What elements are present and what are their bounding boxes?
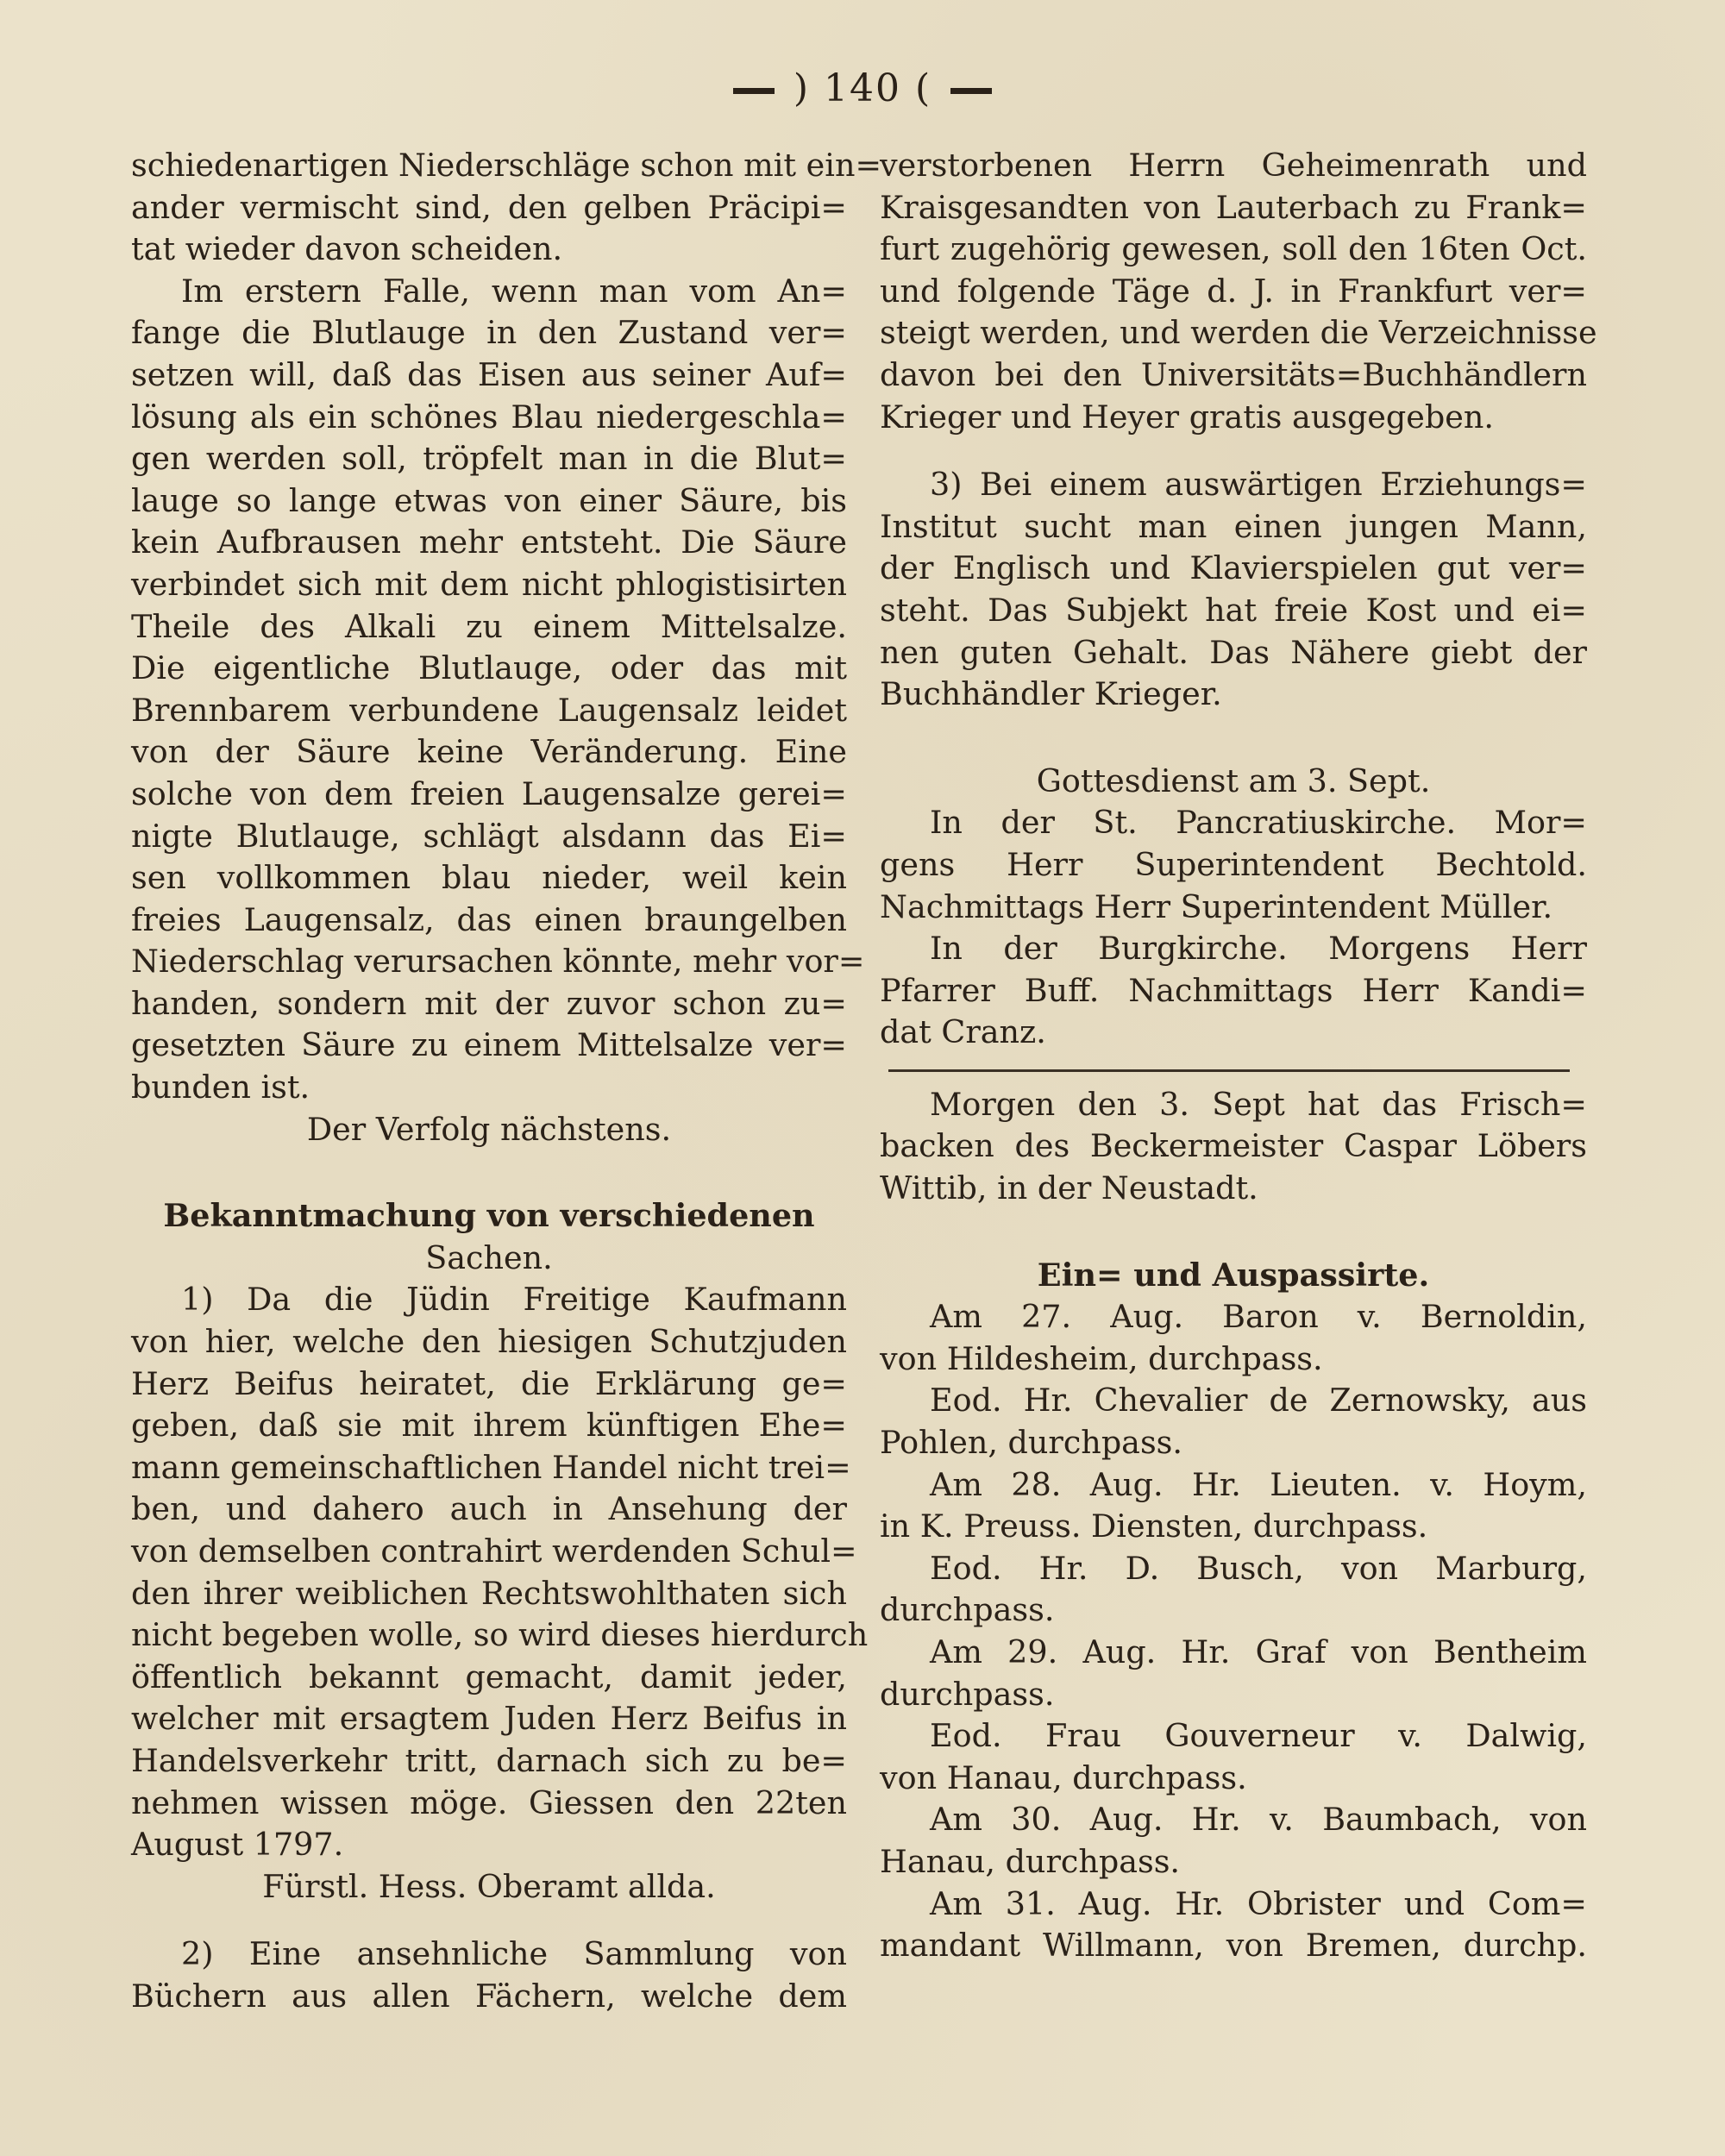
text-line: gens Herr Superintendent Bechtold. [880, 845, 1587, 883]
text-line: durchpass. [880, 1675, 1055, 1713]
text-line: Hanau, durchpass. [880, 1842, 1181, 1880]
text-line: 2) Eine ansehnliche Sammlung von [181, 1935, 847, 1973]
text-line: Theile des Alkali zu einem Mittelsalze. [131, 607, 847, 645]
page-header [0, 59, 1725, 119]
paragraph-gap [131, 1150, 847, 1195]
header-right-rule [950, 88, 992, 94]
text-line: verstorbenen Herrn Geheimenrath und [880, 147, 1587, 184]
text-line: furt zugehörig gewesen, soll den 16ten Oct. [880, 230, 1587, 268]
text-line: in K. Preuss. Diensten, durchpass. [880, 1507, 1428, 1545]
text-line: 1) Da die Jüdin Freitige Kaufmann [181, 1281, 847, 1319]
text-line: von demselben contrahirt werdenden Schul= [131, 1532, 857, 1570]
text-line: Wittib, in der Neustadt. [880, 1169, 1258, 1207]
text-line: nigte Blutlauge, schlägt alsdann das Ei= [131, 817, 847, 855]
text-line: tat wieder davon scheiden. [131, 230, 563, 268]
text-line: und folgende Täge d. J. in Frankfurt ver= [880, 272, 1587, 310]
text-line: In der Burgkirche. Morgens Herr [930, 930, 1587, 968]
text-line: steht. Das Subjekt hat freie Kost und ei= [880, 591, 1587, 629]
text-line: von der Säure keine Veränderung. Eine [131, 733, 847, 771]
text-line: 3) Bei einem auswärtigen Erziehungs= [930, 466, 1587, 504]
text-line: fange die Blutlauge in den Zustand ver= [131, 314, 847, 352]
text-line: ander vermischt sind, den gelben Präcipi= [131, 188, 847, 226]
page-number: ) 140 ( [793, 66, 932, 110]
text-line: nicht begeben wolle, so wird dieses hierdurch [131, 1616, 869, 1654]
text-line: August 1797. [131, 1826, 344, 1864]
text-line: setzen will, daß das Eisen aus seiner Auf= [131, 355, 847, 393]
text-line: freies Laugensalz, das einen braungelben [131, 900, 847, 938]
text-line: nen guten Gehalt. Das Nähere giebt der [880, 633, 1587, 671]
section-heading: Der Verfolg nächstens. [306, 1110, 672, 1148]
text-line: lauge so lange etwas von einer Säure, bis [131, 481, 847, 519]
text-line: mandant Willmann, von Bremen, durchp. [880, 1927, 1587, 1965]
text-line: davon bei den Universitäts=Buchhändlern [880, 355, 1587, 393]
header-left-rule [733, 88, 775, 94]
text-line: Am 30. Aug. Hr. v. Baumbach, von [930, 1801, 1587, 1839]
text-line: Eod. Hr. D. Busch, von Marburg, [930, 1549, 1587, 1587]
text-line: Niederschlag verursachen könnte, mehr vor= [131, 943, 865, 981]
text-line: welcher mit ersagtem Juden Herz Beifus in [131, 1700, 847, 1738]
text-line: Eod. Frau Gouverneur v. Dalwig, [930, 1717, 1587, 1755]
text-line: gesetzten Säure zu einem Mittelsalze ver= [131, 1026, 847, 1064]
left-column [131, 145, 882, 2018]
text-line: Herz Beifus heiratet, die Erklärung ge= [131, 1364, 847, 1402]
text-line: Pfarrer Buff. Nachmittags Herr Kandi= [880, 971, 1587, 1009]
text-line: Am 31. Aug. Hr. Obrister und Com= [930, 1884, 1587, 1922]
text-line: Kraisgesandten von Lauterbach zu Frank= [880, 188, 1587, 226]
text-line: lösung als ein schönes Blau niedergeschla= [131, 398, 847, 436]
text-line: bunden ist. [131, 1069, 310, 1106]
text-line: durchpass. [880, 1591, 1055, 1629]
text-line: Pohlen, durchpass. [880, 1424, 1183, 1462]
section-heading: Sachen. [425, 1238, 553, 1276]
paragraph-gap [880, 716, 1587, 761]
text-line: Eod. Hr. Chevalier de Zernowsky, aus [930, 1382, 1587, 1420]
text-line: Die eigentliche Blutlauge, oder das mit [131, 649, 847, 687]
text-line: Morgen den 3. Sept hat das Frisch= [930, 1085, 1587, 1123]
text-line: mann gemeinschaftlichen Handel nicht trei= [131, 1448, 851, 1486]
text-line: Am 28. Aug. Hr. Lieuten. v. Hoym, [930, 1465, 1587, 1503]
text-line: Buchhändler Krieger. [880, 675, 1222, 713]
text-line: Am 29. Aug. Hr. Graf von Bentheim [930, 1633, 1587, 1670]
text-line: nehmen wissen möge. Giessen den 22ten [131, 1783, 847, 1821]
text-line: In der St. Pancratiuskirche. Mor= [930, 804, 1587, 842]
section-heading: Bekanntmachung von verschiedenen [163, 1197, 815, 1235]
text-line: geben, daß sie mit ihrem künftigen Ehe= [131, 1407, 847, 1445]
text-line: Handelsverkehr tritt, darnach sich zu be= [131, 1741, 847, 1779]
text-line: Im erstern Falle, wenn man vom An= [181, 272, 847, 310]
paragraph-gap [131, 1908, 847, 1934]
text-line: dat Cranz. [880, 1013, 1046, 1051]
text-line: sen vollkommen blau nieder, weil kein [131, 859, 847, 897]
text-line: Brennbarem verbundene Laugensalz leidet [131, 691, 847, 729]
text-line: von Hildesheim, durchpass. [880, 1339, 1323, 1377]
text-line: solche von dem freien Laugensalze gerei= [131, 774, 847, 812]
section-divider [888, 1069, 1570, 1072]
text-line: der Englisch und Klavierspielen gut ver= [880, 549, 1587, 587]
text-line: handen, sondern mit der zuvor schon zu= [131, 984, 847, 1022]
text-line: Nachmittags Herr Superintendent Müller. [880, 887, 1553, 925]
text-line: Institut sucht man einen jungen Mann, [880, 507, 1587, 545]
text-line: backen des Beckermeister Caspar Löbers [880, 1127, 1587, 1165]
text-line: öffentlich bekannt gemacht, damit jeder, [131, 1658, 847, 1695]
text-line: kein Aufbrausen mehr entsteht. Die Säure [131, 523, 847, 561]
text-line: gen werden soll, tröpfelt man in die Blut= [131, 440, 847, 478]
text-line: schiedenartigen Niederschläge schon mit ein= [131, 147, 882, 184]
section-heading: Fürstl. Hess. Oberamt allda. [262, 1867, 716, 1905]
text-line: von hier, welche den hiesigen Schutzjuden [131, 1323, 847, 1361]
text-line: steigt werden, und werden die Verzeichnisse [880, 314, 1597, 352]
text-line: Büchern aus allen Fächern, welche dem [131, 1977, 847, 2015]
text-line: Krieger und Heyer gratis ausgegeben. [880, 398, 1494, 436]
text-line: ben, und dahero auch in Ansehung der [131, 1490, 847, 1528]
paragraph-gap [880, 1210, 1587, 1255]
text-line: von Hanau, durchpass. [880, 1758, 1247, 1796]
text-line: Am 27. Aug. Baron v. Bernoldin, [930, 1298, 1587, 1336]
right-column [880, 145, 1597, 1967]
section-heading: Gottesdienst am 3. Sept. [1036, 761, 1431, 799]
text-line: den ihrer weiblichen Rechtswohlthaten sich [131, 1574, 847, 1612]
paragraph-gap [880, 438, 1587, 464]
text-line: verbindet sich mit dem nicht phlogistisirten [131, 565, 847, 603]
section-heading: Ein= und Auspassirte. [1037, 1256, 1430, 1294]
